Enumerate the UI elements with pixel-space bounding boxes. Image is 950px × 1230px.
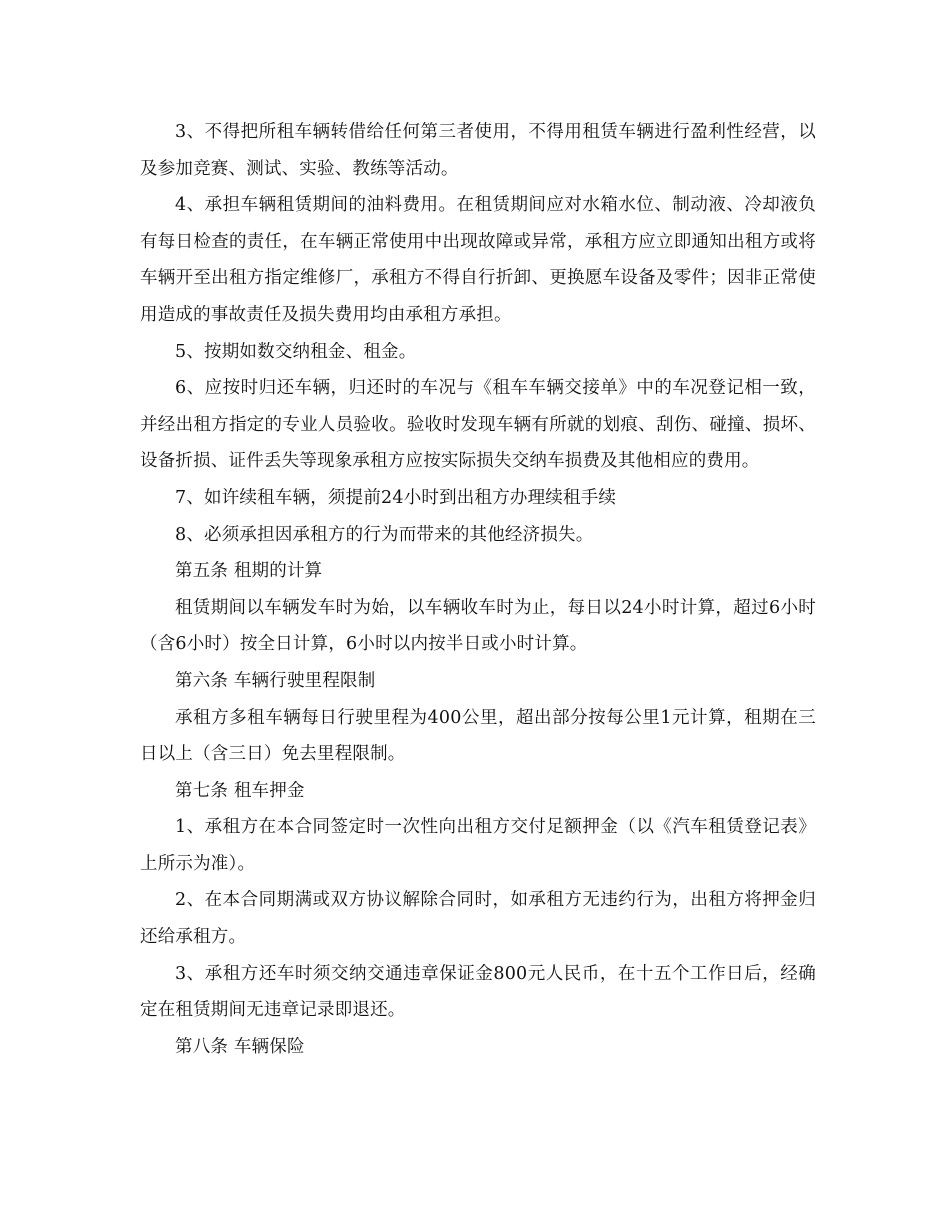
section-7-item-2: 2、在本合同期满或双方协议解除合同时，如承租方无违约行为，出租方将押金归还给承租方。: [140, 890, 816, 948]
clause-item-4: 4、承担车辆租赁期间的油料费用。在租赁期间应对水箱水位、制动液、冷却液负有每日检查的责任，在车辆正常使用中出现故障或异常，承租方应立即通知出租方或将车辆开至出租方指定维修厂，承租方不得自行折卸、更换愿车设备及零件；因非正常使用造成的事故责任及损失费用均由承租方承担。: [140, 195, 816, 325]
clause-item-7: 7、如许续租车辆，须提前24小时到出租方办理续租手续: [175, 487, 617, 508]
document-body: [140, 114, 816, 1065]
section-6-body: 承租方多租车辆每日行驶里程为400公里，超出部分按每公里1元计算，租期在三日以上（含三日）免去里程限制。: [140, 707, 816, 765]
clause-item-8: 8、必须承担因承租方的行为而带来的其他经济损失。: [175, 524, 594, 545]
section-heading-6: 第六条 车辆行驶里程限制: [175, 670, 376, 691]
section-heading-7: 第七条 租车押金: [175, 780, 305, 801]
clause-item-3: 3、不得把所租车辆转借给任何第三者使用，不得用租赁车辆进行盈利性经营，以及参加竞赛、测试、实验、教练等活动。: [140, 122, 816, 179]
section-heading-8: 第八条 车辆保险: [175, 1036, 305, 1057]
section-5-body: 租赁期间以车辆发车时为始，以车辆收车时为止，每日以24小时计算，超过6小时（含6小时）按全日计算，6小时以内按半日或小时计算。: [140, 597, 816, 655]
section-7-item-1: 1、承租方在本合同签定时一次性向出租方交付足额押金（以《汽车租赁登记表》上所示为准）。: [140, 817, 816, 874]
section-heading-5: 第五条 租期的计算: [175, 561, 323, 582]
clause-item-6: 6、应按时归还车辆，归还时的车况与《租车车辆交接单》中的车况登记相一致，并经出租方指定的专业人员验收。验收时发现车辆有所就的划痕、刮伤、碰撞、损坏、设备折损、证件丢失等现象承租方应按实际损失交纳车损费及其他相应的费用。: [140, 378, 816, 472]
clause-item-5: 5、按期如数交纳租金、租金。: [175, 341, 417, 362]
section-7-item-3: 3、承租方还车时须交纳交通违章保证金800元人民币，在十五个工作日后，经确定在租赁期间无违章记录即退还。: [140, 963, 816, 1021]
